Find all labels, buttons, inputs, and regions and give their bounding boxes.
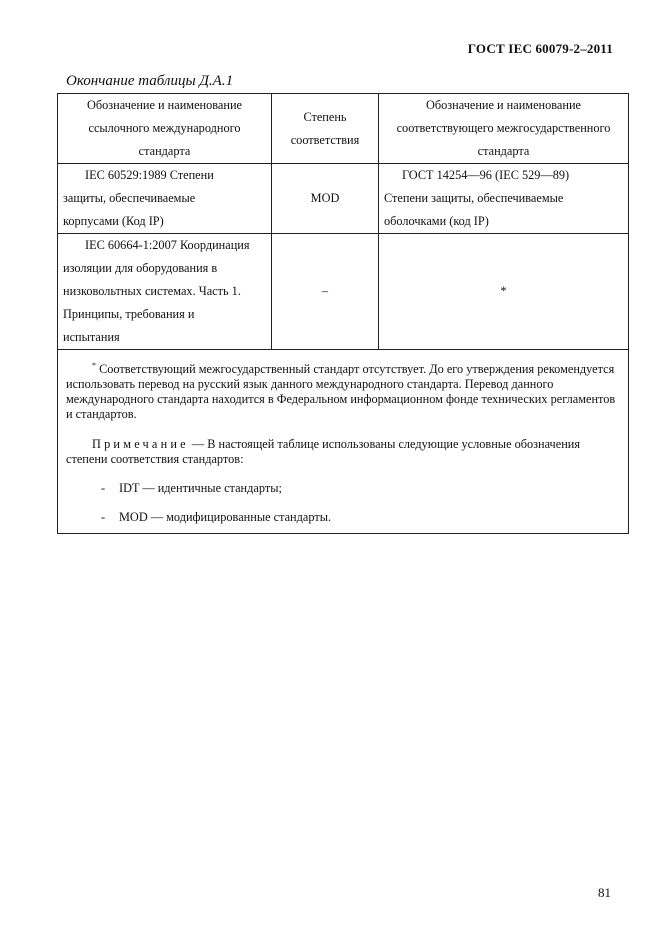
table-header-row: [58, 94, 629, 164]
header-cell-interstate-standard: Обозначение и наименование соответствующего межгосударственного стандарта: [379, 94, 629, 164]
note-text: — В настоящей таблице использованы следующие условные обозначения степени соответствия стандартов:: [66, 437, 581, 466]
table-row: [58, 164, 629, 234]
note-paragraph: [66, 437, 620, 467]
reference-standard-cell: IEC 60529:1989 Степени защиты, обеспечиваемые корпусами (Код IP): [58, 164, 272, 234]
footnote: [66, 358, 620, 422]
correspondence-table: [57, 93, 629, 534]
header-cell-reference-standard: Обозначение и наименование ссылочного международного стандарта: [58, 94, 272, 164]
reference-standard-cell: IEC 60664-1:2007 Координация изоляции для оборудования в низковольтных системах. Часть 1. Принципы, требования и испытания: [58, 234, 272, 350]
list-item: - MOD — модифицированные стандарты.: [101, 510, 332, 524]
interstate-standard-cell: ГОСТ 14254—96 (IEC 529—89) Степени защиты, обеспечиваемые оболочками (код IP): [379, 164, 629, 234]
note-label: Примечание: [92, 437, 189, 451]
table-notes-row: [58, 350, 629, 534]
notes-cell: [58, 350, 629, 534]
page-number: 81: [598, 885, 611, 900]
footnote-text: Соответствующий межгосударственный стандарт отсутствует. До его утверждения рекомендуется использовать перевод на русский язык данного международного стандарта. Перевод данного международного стандарта находится в Федеральном информационном фонде технических регламентов и стандартов.: [66, 362, 616, 421]
degree-cell: MOD: [272, 164, 379, 234]
table-row: [58, 234, 629, 350]
degree-cell: –: [272, 234, 379, 350]
table-caption: Окончание таблицы Д.А.1: [66, 73, 234, 89]
header-cell-degree: Степень соответствия: [272, 94, 379, 164]
list-item: - IDT — идентичные стандарты;: [101, 481, 282, 495]
footnote-mark: *: [92, 361, 96, 370]
interstate-standard-cell: *: [379, 234, 629, 350]
standard-code: ГОСТ IEC 60079-2–2011: [467, 41, 613, 56]
